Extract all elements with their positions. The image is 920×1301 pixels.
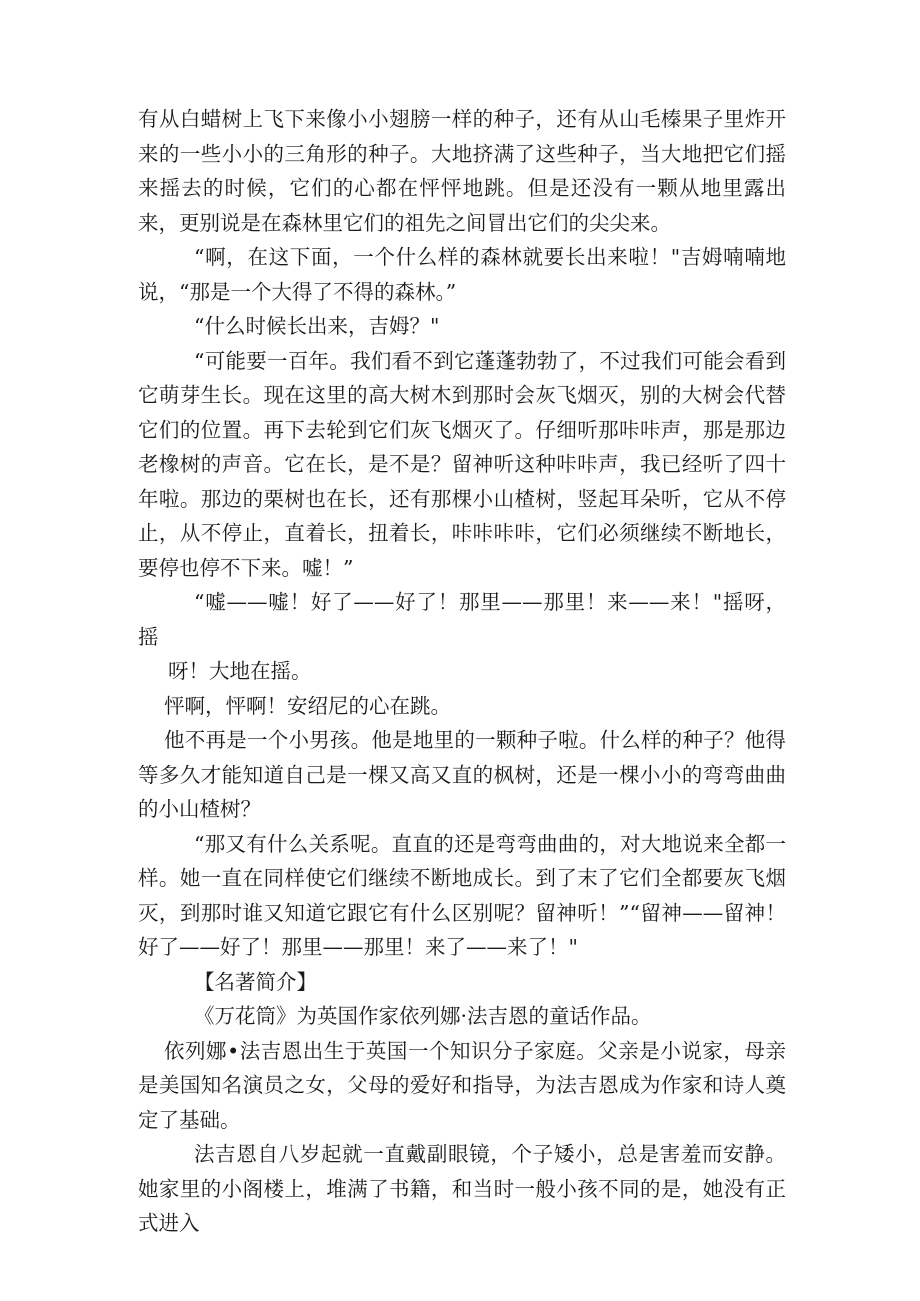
paragraph-when-grow: “什么时候长出来，吉姆？"	[194, 314, 440, 338]
document-page	[138, 102, 786, 1241]
paragraph-book-intro: 《万花筒》为英国作家依列娜·法吉恩的童话作品。	[194, 1004, 652, 1028]
paragraph-author-childhood: 法吉恩自八岁起就一直戴副眼镜，个子矮小，总是害羞而安静。她家里的小阁楼上，堆满了书籍，和当时一般小孩不同的是，她没有正式进入	[138, 1142, 786, 1235]
paragraph-seeds: 有从白蜡树上飞下来像小小翅膀一样的种子，还有从山毛榛果子里炸开来的一些小小的三角形的种子。大地挤满了这些种子，当大地把它们摇来摇去的时候，它们的心都在怦怦地跳。但是还没有一颗从地里露出来，更别说是在森林里它们的祖先之间冒出它们的尖尖来。	[138, 107, 786, 235]
paragraph-seed-boy: 他不再是一个小男孩。他是地里的一颗种子啦。什么样的种子？他得等多久才能知道自己是一棵又高又直的枫树，还是一棵小小的弯弯曲曲的小山楂树？	[138, 728, 786, 821]
paragraph-heart-beats: 怦啊，怦啊！安绍尼的心在跳。	[164, 693, 451, 718]
paragraph-jim-forest: “啊，在这下面，一个什么样的森林就要长出来啦！"吉姆喃喃地说，“那是一个大得了不得的森林。”	[138, 245, 786, 304]
paragraph-hush: “嘘——嘘！好了——好了！那里——那里！来——来！"摇呀，摇	[138, 590, 786, 649]
paragraph-earth-shakes: 呀！大地在摇。	[168, 659, 312, 683]
paragraph-hundred-years: “可能要一百年。我们看不到它蓬蓬勃勃了，不过我们可能会看到它萌芽生长。现在这里的高大树木到那时会灰飞烟灭，别的大树会代替它们的位置。再下去轮到它们灰飞烟灭了。仔细听那咔咔声，那是那边老橡树的声音。它在长，是不是？留神听这种咔咔声，我已经听了四十年啦。那边的栗树也在长，还有那棵小山楂树，竖起耳朵听，它从不停止，从不停止，直着长，扭着长，咔咔咔咔，它们必须继续不断地长，要停也停不下来。嘘！”	[138, 348, 786, 580]
paragraph-author-family: 依列娜•法吉恩出生于英国一个知识分子家庭。父亲是小说家，母亲是美国知名演员之女，父母的爱好和指导，为法吉恩成为作家和诗人奠定了基础。	[138, 1038, 786, 1132]
section-heading-intro: 【名著简介】	[194, 969, 317, 994]
paragraph-no-matter: “那又有什么关系呢。直直的还是弯弯曲曲的，对大地说来全都一样。她一直在同样使它们继续不断地成长。到了末了它们全都要灰飞烟灭，到那时谁又知道它跟它有什么区别呢？留神听！”“留神——留神！好了——好了！那里——那里！来了——来了！"	[138, 831, 786, 959]
